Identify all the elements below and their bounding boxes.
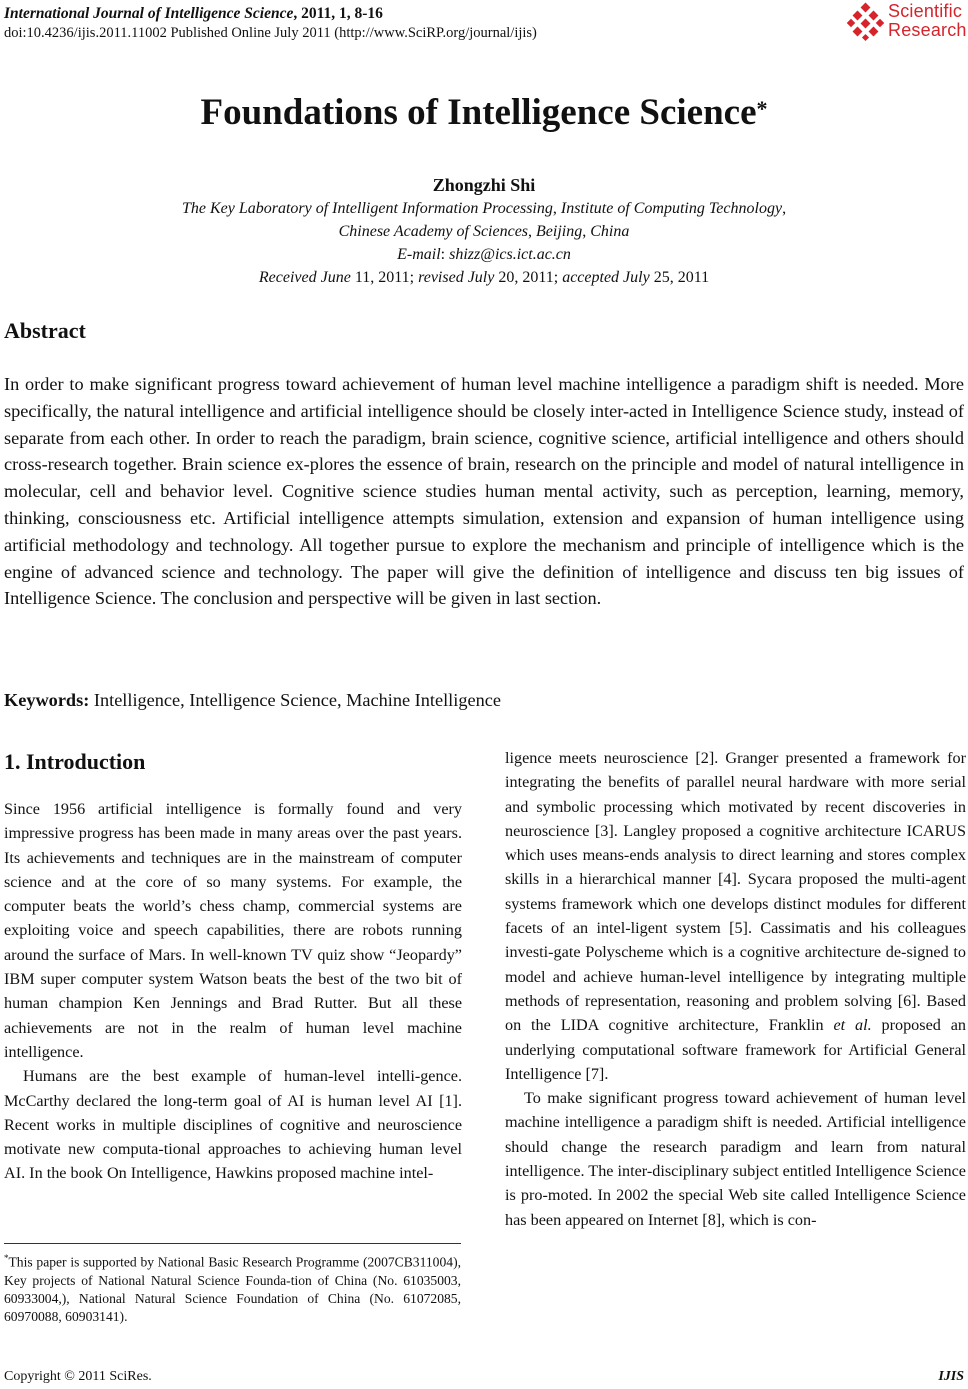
intro-paragraph-1: Since 1956 artificial intelligence is formally found and very impressive progress has been made in many areas over the past years. Its achievements and techniques are in the mainstream of computer science and at the core of so many systems. For example, the computer beats the world’s chess champ, commercial systems are exploiting voice and speech capabilities, there are robots running around the surface of Mars. In well-known TV quiz show “Jeopardy” IBM super computer system Watson beats the best of the two bit of human champion Ken Jennings and Brad Rutter. But all these achievements are not in the realm of human level machine intelligence. (4, 800, 462, 1061)
accepted-date: 25, 2011 (649, 269, 710, 286)
intro-paragraph-3: To make significant progress toward achievement of human level machine intelligence a paradigm shift is needed. Artificial intelligence should change the research paradigm and learn from natural intelligence. The inter-disciplinary subject entitled Intelligence Science is pro-moted. In 2002 the special Web site called Intelligence Science has been appeared on Internet [8], which is con- (505, 1089, 966, 1229)
affiliation-separator: , (552, 200, 561, 217)
affiliation-country: China (590, 223, 630, 240)
revised-label: revised July (418, 269, 495, 286)
intro-paragraph-2: Humans are the best example of human-level intelli-gence. McCarthy declared the long-term goal of AI is human level AI [1]. Recent works in multiple disciplines of cognitive and neuroscience motivate new computa-tional approaches to achieving human level AI. In the book On Intelligence, Hawkins proposed machine intel- (4, 1067, 462, 1183)
doi-line: doi:10.4236/ijis.2011.11002 Published Online July 2011 (http://www.SciRP.org/journal/ijis) (4, 25, 537, 41)
paper-title-text: Foundations of Intelligence Science (200, 92, 757, 133)
abstract-heading: Abstract (4, 318, 86, 343)
affiliation-academy: Chinese Academy of Sciences (338, 223, 529, 240)
author-name: Zhongzhi Shi (432, 175, 536, 195)
affiliation-city: Beijing (536, 223, 583, 240)
email-separator: : (440, 246, 450, 263)
abstract-text: In order to make significant progress toward achievement of human level machine intelligence a paradigm shift is needed. More specifically, the natural intelligence and artificial intelligence should be closely inter-acted in Intelligence Science study, instead of separate from each other. In order to reach the paradigm, brain science, cognitive science, artificial intelligence and others should cross-research together. Brain science ex-plores the essence of brain, research on the principle and model of natural intelligence in molecular, cell and behavior level. Cognitive science studies human mental activity, such as perception, learning, memory, thinking, consciousness etc. Artificial intelligence attempts simulation, extension and expansion of human intelligence using artificial methodology and technology. All together pursue to explore the mechanism and principle of intelligence which is the engine of advanced science and technology. The paper will give the definition of intelligence and discuss ten big issues of Intelligence Science. The conclusion and perspective will be given in last section. (4, 374, 964, 609)
page-footer (4, 1368, 964, 1386)
email-address: shizz@ics.ict.ac.cn (449, 246, 571, 263)
footer-copyright: Copyright © 2011 SciRes. (4, 1369, 152, 1384)
affiliation-line-2 (0, 221, 968, 243)
et-al: et al. (833, 1016, 872, 1035)
left-column (4, 747, 462, 1186)
accepted-label: accepted July (562, 269, 650, 286)
intro-paragraph-2-continued (505, 746, 966, 1086)
journal-name: International Journal of Intelligence Science (4, 5, 294, 22)
publisher-logo (846, 0, 966, 44)
footnote-divider (4, 1243, 461, 1244)
dates-line (0, 267, 968, 289)
journal-volume: , 2011, 1, 8-16 (293, 5, 383, 22)
journal-citation (4, 4, 804, 24)
paper-title (0, 88, 968, 138)
publisher-logo-icon (846, 2, 886, 42)
paragraph-text: ligence meets neuroscience [2]. Granger presented a framework for integrating the benefits of parallel neural hardware with more serial and symbolic processing which motivated by recent discoveries in neuroscience [3]. Langley proposed a cognitive architecture ICARUS which uses means-ends analysis to direct learning and stores complex skills in a hierarchical manner [4]. Sycara proposed the multi-agent systems framework which one develops distinct modules for different facets of an intel-ligent system [5]. Cassimatis and his colleagues investi-gate Polyscheme which is a cognitive architecture de-signed to model and achieve human-level intelligence by integrating multiple methods of representation, reasoning and problem solving [6]. Based on the LIDA cognitive architecture, Franklin (505, 749, 966, 1035)
publisher-logo-text (888, 2, 967, 40)
title-footnote-mark: * (756, 96, 768, 121)
logo-line-1: Scientific (888, 1, 963, 21)
email-label: E-mail (397, 246, 441, 263)
footnote-mark: * (4, 1253, 9, 1263)
footnote-text: This paper is supported by National Basic Research Programme (2007CB311004), Key projects of National Natural Science Founda-tion of China (No. 61035003, 60933004,), National Natural Science Foundation of China (No. 61072085, 60970088, 60903141). (4, 1254, 461, 1325)
funding-footnote (4, 1249, 461, 1326)
affiliation-institute: Institute of Computing Technology (560, 200, 783, 217)
affiliation-separator: , (582, 223, 591, 240)
received-date: 11, 2011; (350, 269, 419, 286)
keywords-line (4, 687, 501, 713)
running-header (4, 4, 804, 43)
right-column (505, 746, 966, 1232)
paragraph-text: proposed an underlying computational software framework for Artificial General Intelligence [7]. (505, 1016, 966, 1083)
keywords-label: Keywords: (4, 690, 90, 710)
logo-line-2: Research (888, 20, 967, 40)
affiliation-separator: , (528, 223, 537, 240)
keywords-text: Intelligence, Intelligence Science, Machine Intelligence (89, 690, 501, 710)
affiliation-separator: , (782, 200, 787, 217)
received-label: Received June (258, 269, 351, 286)
affiliation-line-1 (0, 198, 968, 220)
section-heading-introduction: 1. Introduction (4, 749, 146, 774)
email-line (0, 244, 968, 266)
affiliation-lab: The Key Laboratory of Intelligent Information Processing (181, 200, 553, 217)
footer-journal-abbr: IJIS (938, 1369, 964, 1384)
revised-date: 20, 2011; (494, 269, 563, 286)
